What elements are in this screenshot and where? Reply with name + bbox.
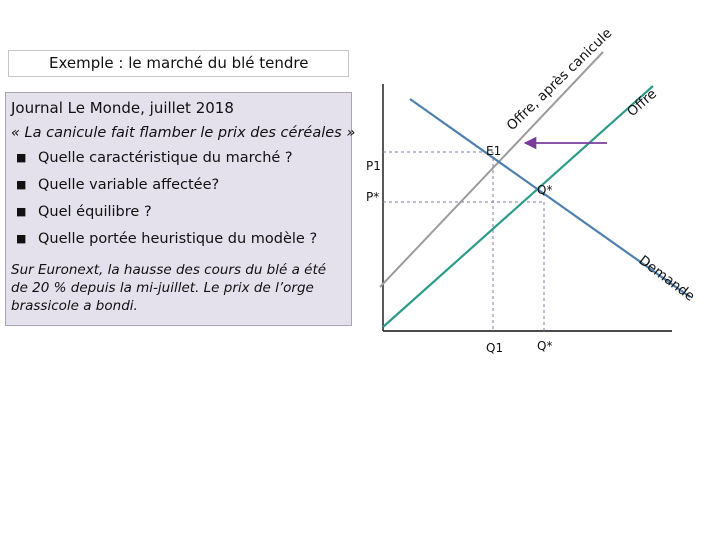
bullet-icon: ■ (16, 205, 27, 218)
supply-after-curve (380, 52, 603, 287)
newspaper-quote: « La canicule fait flamber le prix des céréales » (11, 125, 356, 141)
question-text: Quelle portée heuristique du modèle ? (38, 231, 318, 247)
demand-label: Demande (635, 252, 698, 305)
supply-after-label: Offre, après canicule (503, 25, 616, 134)
e-star-label: Q* (537, 183, 553, 197)
euronext-note: Sur Euronext, la hausse des cours du blé a été de 20 % depuis la mi-juillet. Le prix de l’orge brassicole a bondi. (11, 262, 327, 314)
question-text: Quelle variable affectée? (38, 177, 220, 193)
question-text: Quel équilibre ? (38, 204, 152, 220)
p-star-label: P* (366, 190, 380, 204)
page-title: Exemple : le marché du blé tendre (8, 50, 349, 77)
bullet-icon: ■ (16, 232, 27, 245)
p1-label: P1 (366, 159, 381, 173)
bullet-icon: ■ (16, 178, 27, 191)
q-star-label: Q* (537, 339, 553, 353)
question-text: Quelle caractéristique du marché ? (38, 150, 293, 166)
panel-heading: Journal Le Monde, juillet 2018 (11, 99, 234, 117)
supply-label: Offre (624, 85, 660, 121)
e1-label: E1 (486, 144, 502, 158)
q1-label: Q1 (486, 341, 504, 355)
bullet-icon: ■ (16, 151, 27, 164)
